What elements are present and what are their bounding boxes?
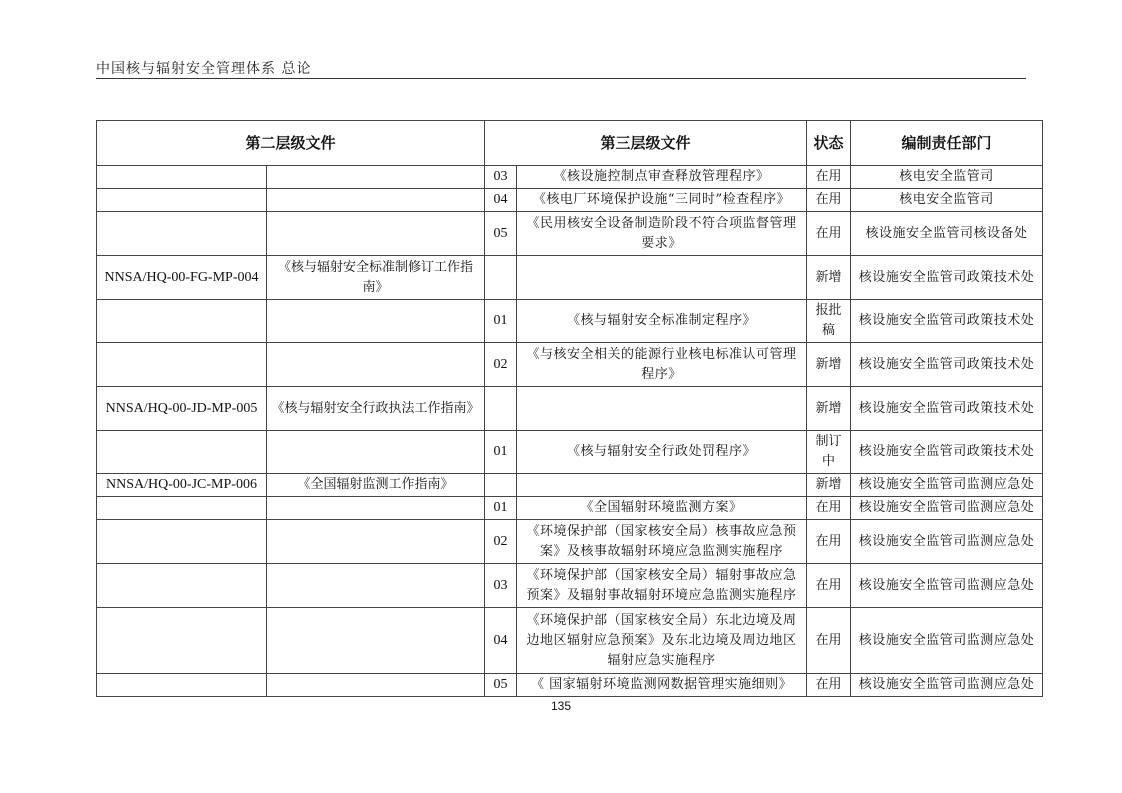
- table-body: [97, 166, 1043, 697]
- doc-code-cell: NNSA/HQ-00-JD-MP-005: [97, 387, 267, 431]
- level2-title-cell: [267, 431, 485, 474]
- level2-title-cell: [267, 212, 485, 256]
- table-row: [97, 564, 1043, 608]
- level2-title-cell: [267, 300, 485, 343]
- header-level3: 第三层级文件: [485, 121, 807, 166]
- table-header-row: [97, 121, 1043, 166]
- level2-title-cell: 《核与辐射安全行政执法工作指南》: [267, 387, 485, 431]
- table-row: [97, 300, 1043, 343]
- doc-code-cell: [97, 608, 267, 674]
- table-row: [97, 674, 1043, 697]
- table-row: [97, 431, 1043, 474]
- level3-title-cell: 《全国辐射环境监测方案》: [517, 497, 807, 520]
- department-cell: 核设施安全监管司监测应急处: [851, 474, 1043, 497]
- item-number-cell: 05: [485, 212, 517, 256]
- table-row: [97, 474, 1043, 497]
- table-row: [97, 166, 1043, 189]
- header-level2: 第二层级文件: [97, 121, 485, 166]
- table-row: [97, 497, 1043, 520]
- department-cell: 核设施安全监管司政策技术处: [851, 256, 1043, 300]
- level2-title-cell: [267, 674, 485, 697]
- level3-title-cell: 《核设施控制点审查释放管理程序》: [517, 166, 807, 189]
- status-cell: 新增: [807, 474, 851, 497]
- department-cell: 核设施安全监管司监测应急处: [851, 564, 1043, 608]
- doc-code-cell: NNSA/HQ-00-FG-MP-004: [97, 256, 267, 300]
- doc-code-cell: [97, 343, 267, 387]
- level2-title-cell: [267, 166, 485, 189]
- level3-title-cell: [517, 256, 807, 300]
- document-table: [96, 120, 1043, 697]
- level3-title-cell: 《核与辐射安全行政处罚程序》: [517, 431, 807, 474]
- level2-title-cell: [267, 343, 485, 387]
- level3-title-cell: 《环境保护部（国家核安全局）核事故应急预案》及核事故辐射环境应急监测实施程序: [517, 520, 807, 564]
- doc-code-cell: [97, 300, 267, 343]
- page-number: 135: [550, 699, 572, 713]
- table-row: [97, 608, 1043, 674]
- item-number-cell: 03: [485, 564, 517, 608]
- item-number-cell: 05: [485, 674, 517, 697]
- level3-title-cell: 《核与辐射安全标准制定程序》: [517, 300, 807, 343]
- status-cell: 制订中: [807, 431, 851, 474]
- status-cell: 新增: [807, 343, 851, 387]
- doc-code-cell: NNSA/HQ-00-JC-MP-006: [97, 474, 267, 497]
- status-cell: 在用: [807, 212, 851, 256]
- department-cell: 核设施安全监管司政策技术处: [851, 431, 1043, 474]
- item-number-cell: 04: [485, 189, 517, 212]
- table-row: [97, 343, 1043, 387]
- department-cell: 核设施安全监管司政策技术处: [851, 343, 1043, 387]
- status-cell: 在用: [807, 166, 851, 189]
- item-number-cell: [485, 387, 517, 431]
- status-cell: 在用: [807, 674, 851, 697]
- level3-title-cell: 《与核安全相关的能源行业核电标准认可管理程序》: [517, 343, 807, 387]
- level2-title-cell: [267, 564, 485, 608]
- doc-code-cell: [97, 189, 267, 212]
- status-cell: 在用: [807, 189, 851, 212]
- level3-title-cell: [517, 474, 807, 497]
- level3-title-cell: [517, 387, 807, 431]
- level3-title-cell: 《民用核安全设备制造阶段不符合项监督管理要求》: [517, 212, 807, 256]
- item-number-cell: 01: [485, 431, 517, 474]
- department-cell: 核设施安全监管司监测应急处: [851, 674, 1043, 697]
- item-number-cell: [485, 256, 517, 300]
- department-cell: 核电安全监管司: [851, 189, 1043, 212]
- doc-code-cell: [97, 520, 267, 564]
- status-cell: 在用: [807, 564, 851, 608]
- running-header: 中国核与辐射安全管理体系 总论: [96, 61, 312, 77]
- item-number-cell: 04: [485, 608, 517, 674]
- table-row: [97, 387, 1043, 431]
- item-number-cell: 02: [485, 520, 517, 564]
- department-cell: 核设施安全监管司政策技术处: [851, 387, 1043, 431]
- department-cell: 核设施安全监管司核设备处: [851, 212, 1043, 256]
- level2-title-cell: [267, 608, 485, 674]
- header-dept: 编制责任部门: [851, 121, 1043, 166]
- level2-title-cell: 《核与辐射安全标准制修订工作指南》: [267, 256, 485, 300]
- item-number-cell: 01: [485, 300, 517, 343]
- department-cell: 核设施安全监管司监测应急处: [851, 497, 1043, 520]
- item-number-cell: 01: [485, 497, 517, 520]
- status-cell: 在用: [807, 520, 851, 564]
- department-cell: 核设施安全监管司政策技术处: [851, 300, 1043, 343]
- header-status: 状态: [807, 121, 851, 166]
- doc-code-cell: [97, 674, 267, 697]
- status-cell: 在用: [807, 497, 851, 520]
- level3-title-cell: 《环境保护部（国家核安全局）东北边境及周边地区辐射应急预案》及东北边境及周边地区辐射应急实施程序: [517, 608, 807, 674]
- doc-code-cell: [97, 431, 267, 474]
- table-row: [97, 256, 1043, 300]
- status-cell: 新增: [807, 256, 851, 300]
- doc-code-cell: [97, 166, 267, 189]
- header-rule: [96, 78, 1026, 79]
- item-number-cell: 02: [485, 343, 517, 387]
- department-cell: 核设施安全监管司监测应急处: [851, 608, 1043, 674]
- level2-title-cell: [267, 497, 485, 520]
- level3-title-cell: 《环境保护部（国家核安全局）辐射事故应急预案》及辐射事故辐射环境应急监测实施程序: [517, 564, 807, 608]
- table-row: [97, 189, 1043, 212]
- department-cell: 核设施安全监管司监测应急处: [851, 520, 1043, 564]
- table-row: [97, 520, 1043, 564]
- level2-title-cell: [267, 189, 485, 212]
- department-cell: 核电安全监管司: [851, 166, 1043, 189]
- status-cell: 在用: [807, 608, 851, 674]
- item-number-cell: [485, 474, 517, 497]
- item-number-cell: 03: [485, 166, 517, 189]
- level3-title-cell: 《核电厂环境保护设施“三同时”检查程序》: [517, 189, 807, 212]
- level2-title-cell: [267, 520, 485, 564]
- level3-title-cell: 《 国家辐射环境监测网数据管理实施细则》: [517, 674, 807, 697]
- level2-title-cell: 《全国辐射监测工作指南》: [267, 474, 485, 497]
- doc-code-cell: [97, 564, 267, 608]
- status-cell: 报批稿: [807, 300, 851, 343]
- table-row: [97, 212, 1043, 256]
- status-cell: 新增: [807, 387, 851, 431]
- doc-code-cell: [97, 212, 267, 256]
- doc-code-cell: [97, 497, 267, 520]
